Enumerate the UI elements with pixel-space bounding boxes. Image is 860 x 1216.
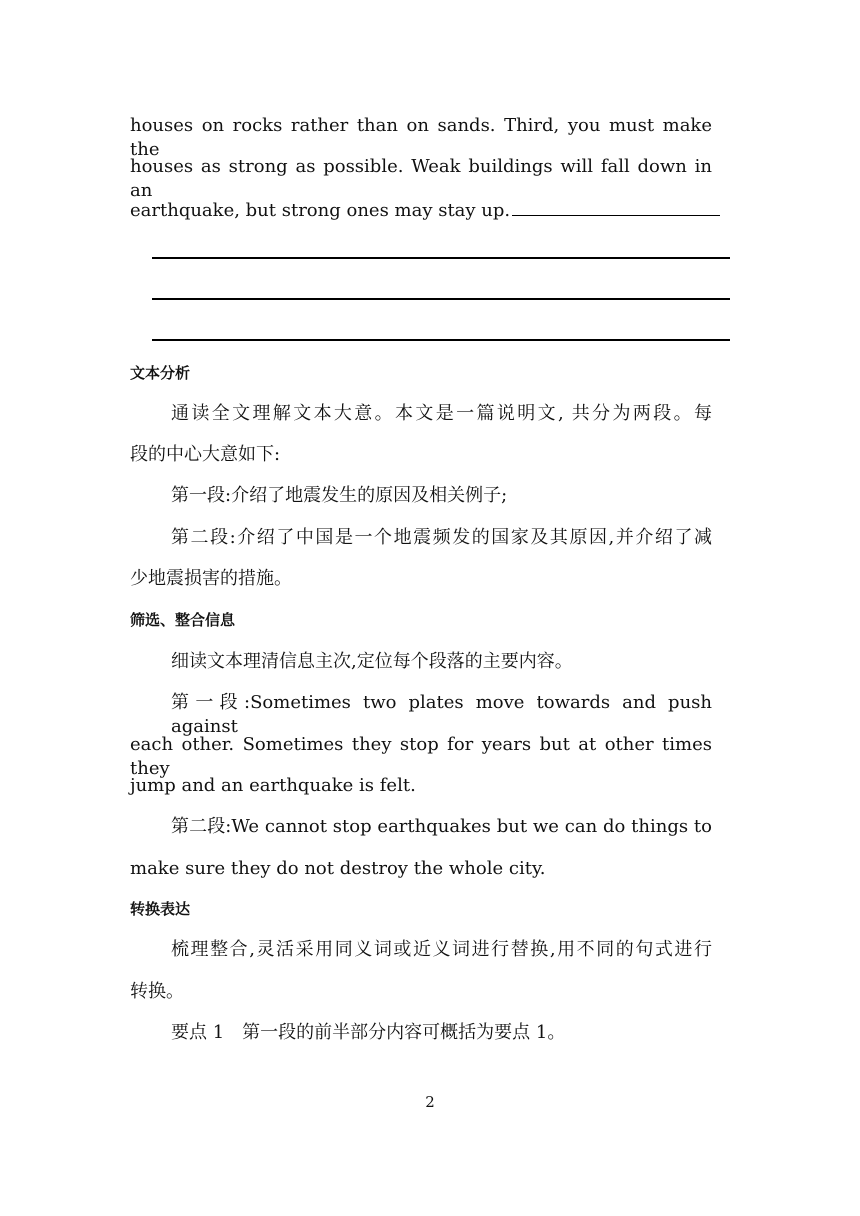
paragraph-line: 第二段:介绍了中国是一个地震频发的国家及其原因,并介绍了减	[171, 527, 712, 548]
answer-blank[interactable]	[512, 197, 720, 216]
answer-line[interactable]	[152, 339, 730, 341]
paragraph-line: 梳理整合,灵活采用同义词或近义词进行替换,用不同的句式进行	[171, 939, 712, 960]
passage-text: earthquake, but strong ones may stay up.	[130, 200, 511, 221]
section-heading-conversion: 转换表达	[130, 900, 191, 918]
paragraph-line: 要点 1 第一段的前半部分内容可概括为要点 1。	[171, 1022, 566, 1043]
paragraph-line: 段的中心大意如下:	[130, 444, 281, 465]
passage-line: houses as strong as possible. Weak buildings will fall down in an	[130, 156, 712, 201]
paragraph-line: 第一段:Sometimes two plates move towards and push against	[171, 692, 712, 737]
answer-line[interactable]	[152, 257, 730, 259]
section-heading-screening: 筛选、整合信息	[130, 611, 236, 629]
paragraph-line: 细读文本理清信息主次,定位每个段落的主要内容。	[171, 651, 573, 672]
paragraph-line: 转换。	[130, 981, 184, 1002]
passage-line-with-blank	[130, 197, 720, 223]
paragraph-line: 第二段:We cannot stop earthquakes but we can do things to	[171, 816, 712, 837]
passage-line: houses on rocks rather than on sands. Third, you must make the	[130, 115, 712, 160]
paragraph-line: jump and an earthquake is felt.	[130, 775, 416, 796]
answer-line[interactable]	[152, 298, 730, 300]
page-number: 2	[425, 1093, 435, 1111]
paragraph-line: each other. Sometimes they stop for years but at other times they	[130, 734, 712, 779]
paragraph-line: make sure they do not destroy the whole city.	[130, 858, 546, 879]
paragraph-line: 通读全文理解文本大意。本文是一篇说明文, 共分为两段。每	[171, 403, 712, 424]
paragraph-line: 少地震损害的措施。	[130, 568, 292, 589]
paragraph-line: 第一段:介绍了地震发生的原因及相关例子;	[171, 485, 508, 506]
section-heading-text-analysis: 文本分析	[130, 364, 191, 382]
